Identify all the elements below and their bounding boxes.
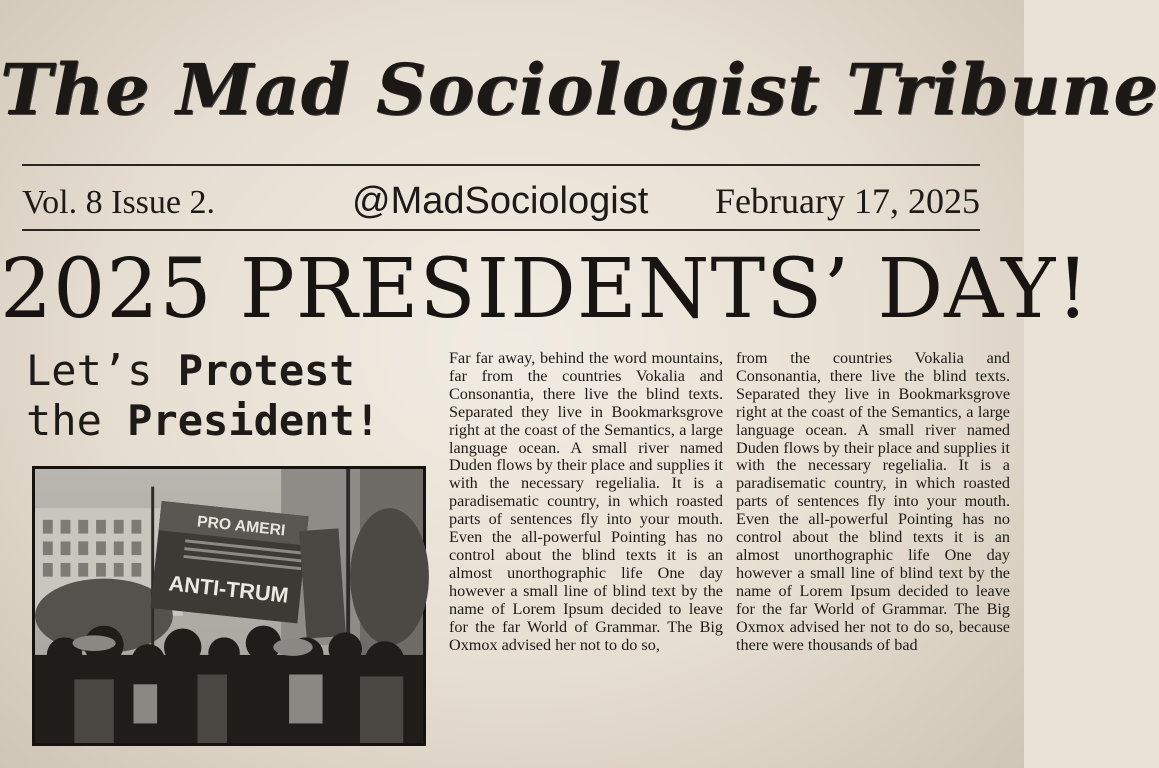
banner-top-text: PRO AMERI xyxy=(196,513,287,540)
issue-date: February 17, 2025 xyxy=(715,181,980,221)
article-column-1: Far far away, behind the word mountains, far from the countries Vokalia and Consonantia, there live the blind texts. Separated they live in Bookmarksgrove right at the coast of the Semantics, a large language ocean. A small river named Duden flows by their place and supplies it with the necessary regelialia. It is a paradisematic country, in which roasted parts of sentences fly into your mouth. Even the all-powerful Pointing has no control about the blind texts it is an almost unorthographic life One day however a small line of blind text by the name of Lorem Ipsum decided to leave for the far World of Grammar. The Big Oxmox advised her not to do so, xyxy=(449,349,723,654)
info-bar xyxy=(22,170,980,226)
subheadline-line-2 xyxy=(26,396,428,446)
bottom-divider xyxy=(22,229,980,231)
masthead-title: The Mad Sociologist Tribune xyxy=(0,48,1159,131)
subheadline-emphasis: President! xyxy=(127,396,381,445)
protest-photo-image xyxy=(35,469,423,743)
top-divider xyxy=(22,164,980,166)
subheadline-text: the xyxy=(26,396,128,445)
subheadline-line-1 xyxy=(26,346,428,396)
banner-main-text: ANTI-TRUM xyxy=(167,570,290,608)
social-handle: @MadSociologist xyxy=(352,180,649,222)
subheadline-text: Let’s xyxy=(26,346,178,395)
headline: 2025 PRESIDENTS’ DAY! xyxy=(0,242,1091,337)
protest-photo xyxy=(32,466,426,746)
subheadline xyxy=(26,346,428,446)
issue-volume: Vol. 8 Issue 2. xyxy=(22,184,215,221)
subheadline-emphasis: Protest xyxy=(177,346,355,395)
article-column-2: from the countries Vokalia and Consonantia, there live the blind texts. Separated they live in Bookmarksgrove right at the coast of the Semantics, a large language ocean. A small river named Duden flows by their place and supplies it with the necessary regelialia. It is a paradisematic country, in which roasted parts of sentences fly into your mouth. Even the all-powerful Pointing has no control about the blind texts it is an almost unorthographic life One day however a small line of blind text by the name of Lorem Ipsum decided to leave for the far World of Grammar. The Big Oxmox advised her not to do so, because there were thousands of bad xyxy=(736,349,1010,654)
